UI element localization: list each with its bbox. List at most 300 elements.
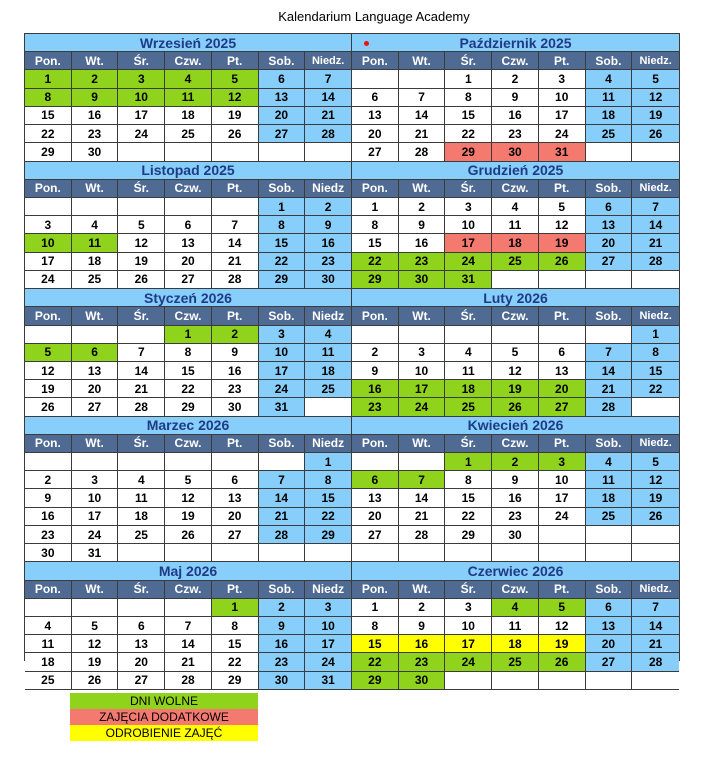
day-cell: 1 <box>445 453 492 471</box>
day-cell: 23 <box>25 526 72 544</box>
weekday-header: Pt. <box>212 307 259 325</box>
day-cell: 7 <box>118 344 165 362</box>
day-cell: 27 <box>165 271 212 289</box>
month-name: Listopad 2025 <box>141 162 235 179</box>
day-cell: 15 <box>305 489 352 507</box>
weekday-header: Czw. <box>165 435 212 453</box>
weekday-header: Czw. <box>165 52 212 70</box>
weekday-header: Pon. <box>25 435 72 453</box>
day-cell: 11 <box>165 89 212 107</box>
day-cell: 12 <box>492 362 539 380</box>
empty-cell <box>586 326 633 344</box>
day-cell: 20 <box>118 653 165 671</box>
day-cell: 22 <box>305 508 352 526</box>
weekday-header: Czw. <box>492 435 539 453</box>
weekday-header: Pt. <box>539 180 586 198</box>
day-cell: 24 <box>118 125 165 143</box>
weekday-header: Sob. <box>586 581 633 599</box>
day-cell: 12 <box>72 635 119 653</box>
empty-cell <box>632 526 679 544</box>
empty-cell <box>445 544 492 562</box>
weekday-header: Sob. <box>259 581 306 599</box>
day-cell: 29 <box>352 271 399 289</box>
weekday-header: Śr. <box>445 307 492 325</box>
month-title <box>25 289 352 307</box>
day-cell: 20 <box>212 508 259 526</box>
day-cell: 16 <box>492 107 539 125</box>
day-cell: 22 <box>212 653 259 671</box>
day-cell: 21 <box>399 508 446 526</box>
day-cell: 9 <box>259 617 306 635</box>
day-cell: 13 <box>539 362 586 380</box>
empty-cell <box>259 453 306 471</box>
day-cell: 13 <box>352 489 399 507</box>
day-cell: 19 <box>632 107 679 125</box>
weekday-header: Pon. <box>352 435 399 453</box>
day-cell: 25 <box>25 672 72 690</box>
day-cell: 2 <box>72 70 119 88</box>
day-cell: 29 <box>259 271 306 289</box>
day-cell: 8 <box>25 89 72 107</box>
day-cell: 22 <box>259 253 306 271</box>
empty-cell <box>212 198 259 216</box>
day-cell: 4 <box>165 70 212 88</box>
weekday-header: Pon. <box>352 307 399 325</box>
day-cell: 24 <box>305 653 352 671</box>
day-cell: 11 <box>586 471 633 489</box>
day-cell: 10 <box>305 617 352 635</box>
weekday-header: Wt. <box>399 435 446 453</box>
month-name: Styczeń 2026 <box>144 289 232 306</box>
day-cell: 1 <box>352 198 399 216</box>
day-cell: 23 <box>492 508 539 526</box>
day-cell: 28 <box>259 526 306 544</box>
day-cell: 18 <box>25 653 72 671</box>
day-cell: 1 <box>445 70 492 88</box>
weekday-header: Czw. <box>492 581 539 599</box>
weekday-header: Pon. <box>352 180 399 198</box>
day-cell: 6 <box>352 89 399 107</box>
day-cell: 22 <box>445 125 492 143</box>
empty-cell <box>25 326 72 344</box>
day-cell: 29 <box>212 672 259 690</box>
day-cell: 31 <box>445 271 492 289</box>
day-cell: 19 <box>118 253 165 271</box>
weekday-header: Wt. <box>72 435 119 453</box>
weekday-header: Pt. <box>212 435 259 453</box>
day-cell: 1 <box>632 326 679 344</box>
day-cell: 2 <box>305 198 352 216</box>
day-cell: 10 <box>445 617 492 635</box>
weekday-header: Sob. <box>586 307 633 325</box>
day-cell: 6 <box>586 599 633 617</box>
day-cell: 14 <box>118 362 165 380</box>
day-cell: 8 <box>165 344 212 362</box>
empty-cell <box>72 198 119 216</box>
weekday-header: Niedz. <box>305 52 352 70</box>
day-cell: 16 <box>72 107 119 125</box>
day-cell: 5 <box>539 198 586 216</box>
day-cell: 5 <box>539 599 586 617</box>
month-name: Październik 2025 <box>459 34 572 51</box>
day-cell: 14 <box>399 489 446 507</box>
weekday-header: Niedz. <box>632 307 679 325</box>
day-cell: 11 <box>492 617 539 635</box>
day-cell: 30 <box>399 271 446 289</box>
day-cell: 3 <box>72 471 119 489</box>
day-cell: 10 <box>399 362 446 380</box>
empty-cell <box>399 326 446 344</box>
day-cell: 15 <box>445 489 492 507</box>
day-cell: 7 <box>212 216 259 234</box>
day-cell: 11 <box>25 635 72 653</box>
empty-cell <box>72 326 119 344</box>
day-cell: 23 <box>72 125 119 143</box>
day-cell: 19 <box>539 635 586 653</box>
month-name: Luty 2026 <box>483 289 548 306</box>
day-cell: 6 <box>259 70 306 88</box>
day-cell: 16 <box>25 508 72 526</box>
day-cell: 19 <box>25 380 72 398</box>
weekday-header: Niedz. <box>632 581 679 599</box>
weekday-header: Pt. <box>539 581 586 599</box>
day-cell: 26 <box>165 526 212 544</box>
empty-cell <box>212 453 259 471</box>
day-cell: 8 <box>305 471 352 489</box>
day-cell: 29 <box>305 526 352 544</box>
day-cell: 4 <box>445 344 492 362</box>
day-cell: 5 <box>165 471 212 489</box>
empty-cell <box>632 544 679 562</box>
month-name: Marzec 2026 <box>146 417 230 434</box>
day-cell: 12 <box>25 362 72 380</box>
day-cell: 4 <box>305 326 352 344</box>
day-cell: 15 <box>352 635 399 653</box>
day-cell: 9 <box>212 344 259 362</box>
day-cell: 14 <box>632 216 679 234</box>
day-cell: 24 <box>25 271 72 289</box>
day-cell: 22 <box>445 508 492 526</box>
empty-cell <box>445 326 492 344</box>
day-cell: 31 <box>539 143 586 161</box>
day-cell: 14 <box>586 362 633 380</box>
weekday-header: Pt. <box>539 435 586 453</box>
weekday-header: Niedz. <box>632 435 679 453</box>
day-cell: 11 <box>305 344 352 362</box>
day-cell: 20 <box>586 234 633 252</box>
day-cell: 26 <box>632 508 679 526</box>
empty-cell <box>352 453 399 471</box>
weekday-header: Wt. <box>72 581 119 599</box>
day-cell: 5 <box>72 617 119 635</box>
weekday-header: Sob. <box>259 52 306 70</box>
weekday-header: Pt. <box>212 52 259 70</box>
day-cell: 8 <box>445 89 492 107</box>
day-cell: 4 <box>492 599 539 617</box>
empty-cell <box>72 453 119 471</box>
day-cell: 4 <box>25 617 72 635</box>
weekday-header: Niedz <box>305 435 352 453</box>
red-dot-marker <box>364 41 369 46</box>
day-cell: 16 <box>492 489 539 507</box>
legend-item-red: ZAJĘCIA DODATKOWE <box>70 709 258 725</box>
day-cell: 13 <box>72 362 119 380</box>
weekday-header: Pon. <box>25 180 72 198</box>
day-cell: 14 <box>165 635 212 653</box>
day-cell: 26 <box>492 398 539 416</box>
day-cell: 19 <box>72 653 119 671</box>
day-cell: 13 <box>259 89 306 107</box>
legend-item-yellow: ODROBIENIE ZAJĘĆ <box>70 725 258 741</box>
day-cell: 1 <box>305 453 352 471</box>
month-title <box>352 562 679 580</box>
weekday-header: Pt. <box>539 52 586 70</box>
weekday-header: Czw. <box>165 180 212 198</box>
weekday-header: Pon. <box>352 581 399 599</box>
day-cell: 29 <box>445 143 492 161</box>
day-cell: 18 <box>118 508 165 526</box>
day-cell: 2 <box>492 70 539 88</box>
day-cell: 13 <box>212 489 259 507</box>
day-cell: 20 <box>352 125 399 143</box>
page-title: Kalendarium Language Academy <box>278 9 470 24</box>
empty-cell <box>118 198 165 216</box>
day-cell: 26 <box>212 125 259 143</box>
day-cell: 18 <box>72 253 119 271</box>
day-cell: 29 <box>25 143 72 161</box>
day-cell: 6 <box>212 471 259 489</box>
day-cell: 20 <box>165 253 212 271</box>
day-cell: 26 <box>539 253 586 271</box>
day-cell: 4 <box>118 471 165 489</box>
day-cell: 6 <box>352 471 399 489</box>
day-cell: 7 <box>399 471 446 489</box>
day-cell: 30 <box>305 271 352 289</box>
day-cell: 16 <box>399 635 446 653</box>
weekday-header: Czw. <box>492 180 539 198</box>
day-cell: 30 <box>492 143 539 161</box>
day-cell: 24 <box>259 380 306 398</box>
day-cell: 13 <box>586 617 633 635</box>
empty-cell <box>492 544 539 562</box>
day-cell: 18 <box>492 234 539 252</box>
day-cell: 17 <box>445 635 492 653</box>
calendar-grid <box>24 33 680 688</box>
weekday-header: Pon. <box>352 52 399 70</box>
day-cell: 2 <box>492 453 539 471</box>
day-cell: 15 <box>259 234 306 252</box>
day-cell: 12 <box>539 617 586 635</box>
day-cell: 20 <box>586 635 633 653</box>
day-cell: 2 <box>259 599 306 617</box>
day-cell: 17 <box>399 380 446 398</box>
day-cell: 4 <box>586 453 633 471</box>
weekday-header: Śr. <box>118 180 165 198</box>
empty-cell <box>399 544 446 562</box>
day-cell: 9 <box>72 89 119 107</box>
weekday-header: Wt. <box>72 180 119 198</box>
day-cell: 20 <box>72 380 119 398</box>
empty-cell <box>165 143 212 161</box>
day-cell: 27 <box>586 253 633 271</box>
day-cell: 27 <box>259 125 306 143</box>
month-title <box>25 417 352 435</box>
day-cell: 25 <box>492 653 539 671</box>
empty-cell <box>539 544 586 562</box>
empty-cell <box>632 672 679 690</box>
day-cell: 10 <box>445 216 492 234</box>
day-cell: 3 <box>445 198 492 216</box>
legend <box>70 693 258 741</box>
day-cell: 20 <box>539 380 586 398</box>
empty-cell <box>118 599 165 617</box>
day-cell: 17 <box>118 107 165 125</box>
day-cell: 6 <box>118 617 165 635</box>
day-cell: 11 <box>492 216 539 234</box>
day-cell: 16 <box>212 362 259 380</box>
day-cell: 3 <box>539 453 586 471</box>
day-cell: 27 <box>352 143 399 161</box>
day-cell: 8 <box>352 617 399 635</box>
day-cell: 27 <box>118 672 165 690</box>
day-cell: 21 <box>632 234 679 252</box>
weekday-header: Pt. <box>212 581 259 599</box>
empty-cell <box>539 271 586 289</box>
day-cell: 31 <box>72 544 119 562</box>
empty-cell <box>118 453 165 471</box>
day-cell: 26 <box>539 653 586 671</box>
day-cell: 11 <box>72 234 119 252</box>
day-cell: 21 <box>632 635 679 653</box>
day-cell: 18 <box>445 380 492 398</box>
day-cell: 21 <box>165 653 212 671</box>
empty-cell <box>305 544 352 562</box>
day-cell: 25 <box>445 398 492 416</box>
day-cell: 25 <box>72 271 119 289</box>
empty-cell <box>212 544 259 562</box>
empty-cell <box>586 544 633 562</box>
day-cell: 28 <box>399 143 446 161</box>
empty-cell <box>25 453 72 471</box>
day-cell: 16 <box>399 234 446 252</box>
day-cell: 25 <box>165 125 212 143</box>
day-cell: 4 <box>586 70 633 88</box>
day-cell: 1 <box>165 326 212 344</box>
weekday-header: Śr. <box>445 180 492 198</box>
day-cell: 15 <box>632 362 679 380</box>
day-cell: 20 <box>352 508 399 526</box>
day-cell: 2 <box>212 326 259 344</box>
day-cell: 1 <box>25 70 72 88</box>
weekday-header: Śr. <box>118 52 165 70</box>
empty-cell <box>492 271 539 289</box>
empty-cell <box>399 453 446 471</box>
day-cell: 30 <box>25 544 72 562</box>
day-cell: 3 <box>539 70 586 88</box>
day-cell: 19 <box>492 380 539 398</box>
empty-cell <box>352 70 399 88</box>
month-title <box>352 34 679 52</box>
day-cell: 6 <box>165 216 212 234</box>
day-cell: 5 <box>118 216 165 234</box>
day-cell: 26 <box>72 672 119 690</box>
day-cell: 7 <box>632 599 679 617</box>
empty-cell <box>586 672 633 690</box>
day-cell: 24 <box>539 125 586 143</box>
weekday-header: Niedz <box>305 581 352 599</box>
empty-cell <box>118 143 165 161</box>
empty-cell <box>72 599 119 617</box>
day-cell: 3 <box>399 344 446 362</box>
day-cell: 23 <box>259 653 306 671</box>
day-cell: 25 <box>118 526 165 544</box>
weekday-header: Niedz <box>305 307 352 325</box>
day-cell: 6 <box>539 344 586 362</box>
day-cell: 17 <box>539 489 586 507</box>
month-title <box>25 162 352 180</box>
day-cell: 13 <box>118 635 165 653</box>
day-cell: 9 <box>25 489 72 507</box>
day-cell: 19 <box>632 489 679 507</box>
day-cell: 1 <box>259 198 306 216</box>
day-cell: 3 <box>118 70 165 88</box>
day-cell: 19 <box>165 508 212 526</box>
day-cell: 22 <box>352 253 399 271</box>
day-cell: 3 <box>305 599 352 617</box>
empty-cell <box>445 672 492 690</box>
day-cell: 28 <box>632 653 679 671</box>
empty-cell <box>632 398 679 416</box>
day-cell: 15 <box>352 234 399 252</box>
day-cell: 10 <box>539 89 586 107</box>
day-cell: 2 <box>399 198 446 216</box>
weekday-header: Śr. <box>445 435 492 453</box>
empty-cell <box>632 271 679 289</box>
month-name: Wrzesień 2025 <box>139 34 237 51</box>
empty-cell <box>118 544 165 562</box>
day-cell: 9 <box>399 216 446 234</box>
day-cell: 22 <box>352 653 399 671</box>
weekday-header: Pt. <box>539 307 586 325</box>
day-cell: 26 <box>632 125 679 143</box>
weekday-header: Śr. <box>118 581 165 599</box>
day-cell: 26 <box>25 398 72 416</box>
day-cell: 29 <box>165 398 212 416</box>
day-cell: 14 <box>212 234 259 252</box>
day-cell: 16 <box>259 635 306 653</box>
day-cell: 3 <box>25 216 72 234</box>
day-cell: 5 <box>212 70 259 88</box>
day-cell: 14 <box>305 89 352 107</box>
day-cell: 24 <box>399 398 446 416</box>
empty-cell <box>118 326 165 344</box>
day-cell: 22 <box>632 380 679 398</box>
day-cell: 28 <box>305 125 352 143</box>
weekday-header: Sob. <box>259 180 306 198</box>
weekday-header: Wt. <box>399 581 446 599</box>
month-title <box>25 34 352 52</box>
empty-cell <box>352 544 399 562</box>
day-cell: 6 <box>72 344 119 362</box>
day-cell: 22 <box>25 125 72 143</box>
day-cell: 5 <box>632 453 679 471</box>
day-cell: 30 <box>72 143 119 161</box>
day-cell: 10 <box>72 489 119 507</box>
day-cell: 28 <box>586 398 633 416</box>
day-cell: 19 <box>539 234 586 252</box>
month-title <box>352 162 679 180</box>
day-cell: 11 <box>586 89 633 107</box>
